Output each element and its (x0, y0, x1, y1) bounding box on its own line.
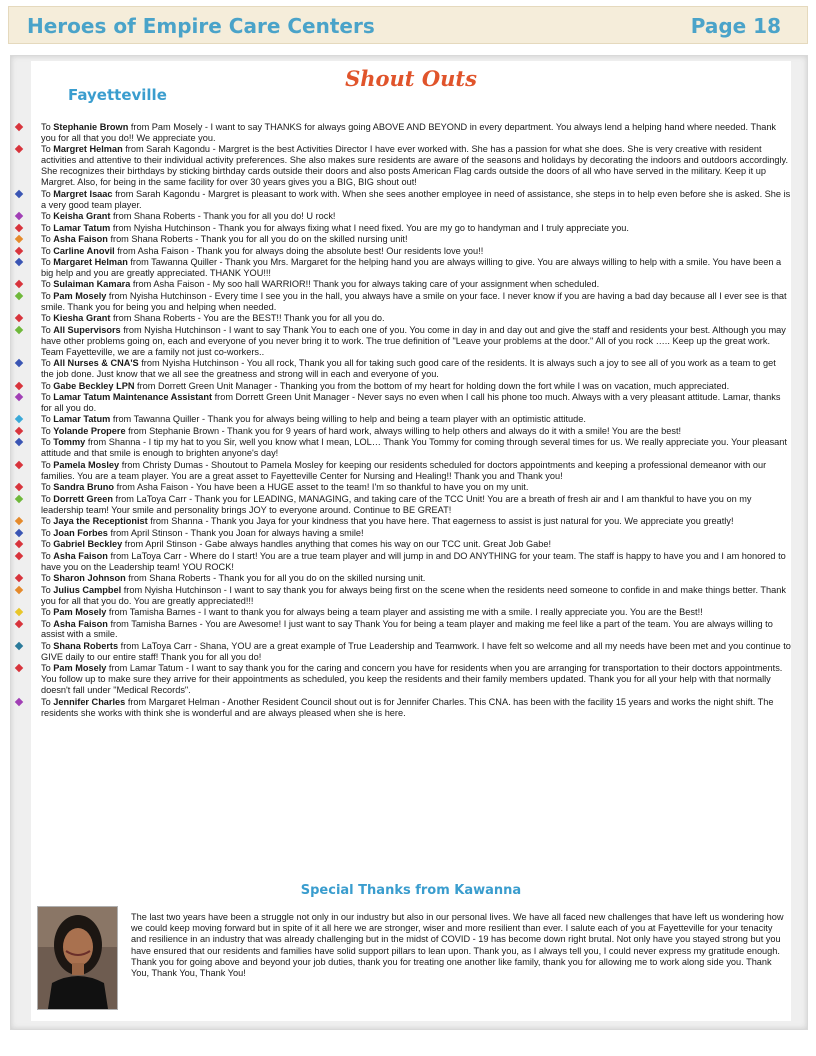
recipient-name: Joan Forbes (53, 527, 108, 538)
recipient-name: Jaya the Receptionist (53, 516, 148, 527)
shout-out-message: from April Stinson - Gabe always handles anything that comes his way on our TCC unit. Great Job Gabe! (122, 539, 552, 550)
recipient-name: Asha Faison (53, 618, 108, 629)
shout-out-message: from Tamisha Barnes - I want to thank you for always being a team player and assisting me with a smile. I really appreciate you. You are the Best!! (106, 607, 703, 617)
shout-out-item (31, 437, 791, 459)
shout-outs-title: Shout Outs (345, 66, 477, 91)
diamond-bullet-icon (15, 551, 23, 559)
recipient-name: Carline Anovil (53, 245, 115, 256)
shout-out-item (31, 211, 791, 222)
shout-out-list (31, 122, 791, 719)
shout-out-message: from Nyisha Hutchinson - You all rock, Thank you all for taking such good care of the residents. It is always such a joy to see all of you work as a team to get the job done. Just know that we all see the greatness and strong will in each and everyone of you. (41, 358, 776, 380)
shout-out-message: from Nyisha Hutchinson - I want to say Thank You to each one of you. You come in day in and day out and give the staff and residents your best. Although you may have other problems going on, each and everyone of you never bring it to work. The true definition of "Leave your problems at the door." All of you rock ….. Keep up the great work. Team Fayetteville, we are a family not just co-workers.. (41, 324, 786, 357)
recipient-name: Lamar Tatum (53, 222, 111, 233)
shout-out-prefix: To (41, 380, 54, 391)
shout-out-prefix: To (41, 493, 54, 504)
shout-out-prefix: To (41, 414, 54, 425)
recipient-name: Margret Helman (53, 144, 123, 155)
shout-out-item (31, 482, 791, 493)
shout-out-prefix: To (41, 313, 54, 324)
special-thanks-text: The last two years have been a struggle not only in our industry but also in our personal lives. We have all faced new challenges that have left us wondering how we could keep moving forward but in spite of it all here we are stronger, wiser and more resilient than ever. I salute each of you at Fayetteville for your tenacity and resilience in an industry that was already challenging but in the midst of COVID - 19 has become down right brutal. Not only have you stayed strong but you have ensured that our residents and families have solid support pillars to lean upon. Thank you, as I always tell you, I could never express my gratitude enough. Thank you for going above and beyond your job duties, thank you for treating one another like family, thank you for allowing me to work along side you. Thank You, Thank You, Thank You! (131, 912, 784, 979)
shout-out-item (31, 414, 791, 425)
shout-out-prefix: To (41, 211, 54, 222)
recipient-name: Kiesha Grant (53, 313, 111, 324)
diamond-bullet-icon (15, 574, 23, 582)
shout-out-prefix: To (41, 539, 54, 550)
shout-out-message: from Stephanie Brown - Thank you for 9 years of hard work, always willing to help others and always do it with a smile! You are the best! (125, 425, 682, 436)
diamond-bullet-icon (15, 381, 23, 389)
shout-out-message: from Pam Mosely - I want to say THANKS for always going ABOVE AND BEYOND in every department. You always lend a helping hand where needed. Thank you for all that you do!! We appreciate you. (41, 122, 777, 143)
shout-out-prefix: To (41, 437, 54, 448)
shout-out-message: from Asha Faison - My soo hall WARRIOR!! Thank you for always taking care of your assignment when scheduled. (130, 279, 600, 290)
shout-out-prefix: To (41, 516, 54, 527)
shout-out-message: from Nyisha Hutchinson - I want to say thank you for always being first on the scene when the residents need someone to confide in and make things better. Thank you for all that you do. You are greatly appreciated!!! (41, 584, 786, 606)
diamond-bullet-icon (15, 608, 23, 616)
shout-out-prefix: To (41, 527, 54, 538)
diamond-bullet-icon (15, 235, 23, 243)
shout-out-message: from Shanna - I tip my hat to you Sir, well you know what I mean, LOL… Thank You Tommy for coming through several times for us. We really appreciate you. Your pleasant attitude and that smile is enough to brighten anyone's day! (41, 437, 787, 459)
shout-out-message: from LaToya Carr - Shana, YOU are a great example of True Leadership and Teamwork. I have felt so welcome and all my needs have been met and you continue to GIVE daily to our entire staff! Thank you for all you do! (41, 640, 791, 662)
diamond-bullet-icon (15, 189, 23, 197)
shout-out-item (31, 291, 791, 313)
recipient-name: All Nurses & CNA'S (53, 358, 139, 369)
recipient-name: Asha Faison (53, 550, 108, 561)
diamond-bullet-icon (15, 393, 23, 401)
recipient-name: Julius Campbel (53, 584, 122, 595)
shout-out-prefix: To (41, 663, 54, 674)
shout-out-item (31, 460, 791, 482)
recipient-name: Dorrett Green (53, 493, 113, 504)
shout-out-prefix: To (41, 222, 54, 233)
recipient-name: Gabriel Beckley (53, 539, 123, 550)
shout-out-item (31, 641, 791, 663)
shout-out-message: from Dorrett Green Unit Manager - Thanking you from the bottom of my heart for holding down the fort while I was on vacation, much appreciated. (134, 380, 730, 391)
shout-out-prefix: To (41, 245, 54, 256)
diamond-bullet-icon (15, 359, 23, 367)
shout-out-message: from Margaret Helman - Another Resident Council shout out is for Jennifer Charles. This CNA. has been with the facility 15 years and works the night shift. The residents she works with think she is wonderful and are always pleased when she is here. (41, 696, 774, 718)
diamond-bullet-icon (15, 483, 23, 491)
shout-out-message: from Lamar Tatum - I want to say thank you for the caring and concern you have for residents when you are arranging for transportation to their doctors appointments. You follow up to make sure they arrive for their appointments as scheduled, you keep the residents and their family members updated. Thank you for all your help with that normally doesn't fall under "Medical Records". (41, 663, 783, 696)
shout-out-prefix: To (41, 122, 54, 132)
shout-out-item (31, 223, 791, 234)
shout-out-message: from Shana Roberts - Thank you for all you do on the skilled nursing unit! (107, 234, 408, 245)
recipient-name: Yolande Propere (53, 425, 126, 436)
page-number: Page 18 (690, 14, 781, 38)
recipient-name: Stephanie Brown (53, 122, 129, 132)
diamond-bullet-icon (15, 292, 23, 300)
shout-out-prefix: To (41, 696, 54, 707)
recipient-name: Sharon Johnson (53, 573, 126, 584)
shout-out-item (31, 585, 791, 607)
diamond-bullet-icon (15, 585, 23, 593)
shout-out-message: from Nyisha Hutchinson - Thank you for always fixing what I need fixed. You are my go to handyman and I truly appreciate you. (110, 222, 629, 233)
newsletter-title: Heroes of Empire Care Centers (27, 14, 375, 38)
recipient-name: Keisha Grant (53, 211, 111, 222)
recipient-name: Sandra Bruno (53, 482, 115, 493)
diamond-bullet-icon (15, 427, 23, 435)
shout-out-item (31, 619, 791, 641)
shout-out-message: from Sarah Kagondu - Margret is pleasant to work with. When she sees another employee in need of assistance, she steps in to help even before she is asked. She is a very good team player. (41, 188, 791, 210)
page-header (8, 6, 808, 44)
shout-out-prefix: To (41, 144, 54, 155)
location-heading: Fayetteville (68, 86, 167, 104)
paper-panel (10, 55, 808, 1030)
shout-out-item (31, 122, 791, 144)
diamond-bullet-icon (15, 619, 23, 627)
diamond-bullet-icon (15, 258, 23, 266)
diamond-bullet-icon (15, 517, 23, 525)
shout-out-item (31, 325, 791, 358)
recipient-name: All Supervisors (53, 324, 121, 335)
shout-out-prefix: To (41, 188, 54, 199)
shout-out-item (31, 381, 791, 392)
diamond-bullet-icon (15, 145, 23, 153)
shout-out-item (31, 551, 791, 573)
recipient-name: Pamela Mosley (53, 459, 120, 470)
recipient-name: Lamar Tatum (53, 414, 111, 425)
shout-out-prefix: To (41, 607, 54, 617)
shout-out-item (31, 392, 791, 414)
shout-out-message: from LaToya Carr - Where do I start! You are a true team player and will jump in and DO ANYTHING for your team. The staff is happy to have you and I am honored to have you on the Leadership team! YOU ROCK! (41, 550, 786, 572)
shout-out-prefix: To (41, 584, 54, 595)
shout-out-prefix: To (41, 459, 54, 470)
shout-out-item (31, 539, 791, 550)
shout-out-message: from Asha Faison - Thank you for always doing the absolute best! Our residents love you!! (114, 245, 484, 256)
shout-out-message: from LaToya Carr - Thank you for LEADING, MANAGING, and taking care of the TCC Unit! You are a breath of fresh air and I am thankful to have you on my leadership team! Your smile and personality brings JOY to everyone around. Continue to BE GREAT! (41, 493, 752, 515)
diamond-bullet-icon (15, 280, 23, 288)
shout-out-item (31, 528, 791, 539)
shout-out-prefix: To (41, 358, 54, 369)
diamond-bullet-icon (15, 528, 23, 536)
shout-out-message: from Tawanna Quiller - Thank you Mrs. Margaret for the helping hand you are always willing to give. You are always willing to help with a smile. You have been a big help and you are greatly appreciated. THANK YOU!!! (41, 257, 782, 278)
content-area (31, 61, 791, 1021)
recipient-name: Margret Isaac (53, 188, 113, 199)
diamond-bullet-icon (15, 223, 23, 231)
recipient-name: Tommy (53, 437, 86, 448)
shout-out-message: from Shana Roberts - You are the BEST!! Thank you for all you do. (110, 313, 385, 324)
shout-out-item (31, 257, 791, 279)
shout-out-prefix: To (41, 279, 54, 290)
shout-out-message: from Shana Roberts - Thank you for all you do on the skilled nursing unit. (125, 573, 426, 584)
shout-out-item (31, 663, 791, 696)
shout-out-prefix: To (41, 618, 54, 629)
diamond-bullet-icon (15, 326, 23, 334)
shout-out-prefix: To (41, 550, 54, 561)
shout-out-item (31, 279, 791, 290)
recipient-name: Margaret Helman (53, 257, 128, 268)
recipient-name: Sulaiman Kamara (53, 279, 131, 290)
recipient-name: Pam Mosely (53, 290, 107, 301)
shout-out-message: from Shanna - Thank you Jaya for your kindness that you have here. That eagerness to assist is just natural for you. We appreciate you greatly! (147, 516, 734, 527)
diamond-bullet-icon (15, 438, 23, 446)
shout-out-prefix: To (41, 324, 54, 335)
diamond-bullet-icon (15, 461, 23, 469)
recipient-name: Jennifer Charles (53, 696, 126, 707)
diamond-bullet-icon (15, 123, 23, 131)
shout-out-item (31, 516, 791, 527)
diamond-bullet-icon (15, 246, 23, 254)
shout-out-prefix: To (41, 640, 54, 651)
shout-out-message: from April Stinson - Thank you Joan for always having a smile! (107, 527, 364, 538)
shout-out-item (31, 573, 791, 584)
shout-out-item (31, 144, 791, 188)
recipient-name: Pam Mosely (53, 607, 107, 617)
shout-out-prefix: To (41, 392, 54, 403)
shout-out-item (31, 426, 791, 437)
diamond-bullet-icon (15, 540, 23, 548)
diamond-bullet-icon (15, 664, 23, 672)
diamond-bullet-icon (15, 314, 23, 322)
shout-out-message: from Nyisha Hutchinson - Every time I see you in the hall, you always have a smile on your face. I never know if you are having a bad day because all I ever see is that smile. Thank you for being you and helping when needed. (41, 290, 787, 312)
diamond-bullet-icon (15, 495, 23, 503)
shout-out-message: from Shana Roberts - Thank you for all you do! U rock! (110, 211, 336, 222)
special-thanks-title: Special Thanks from Kawanna (300, 883, 522, 898)
shout-out-item (31, 358, 791, 380)
shout-out-message: from Asha Faison - You have been a HUGE asset to the team! I'm so thankful to have you on my unit. (114, 482, 529, 493)
shout-out-message: from Tamisha Barnes - You are Awesome! I just want to say Thank You for being a team player and making me feel like a part of the team. You are always willing to assist with a smile. (41, 618, 773, 640)
recipient-name: Shana Roberts (53, 640, 119, 651)
shout-out-prefix: To (41, 234, 54, 245)
shout-out-prefix: To (41, 573, 54, 584)
diamond-bullet-icon (15, 697, 23, 705)
shout-out-message: from Christy Dumas - Shoutout to Pamela Mosley for keeping our residents scheduled for doctors appointments and keeping a professional demeanor with our families. You are a team player. You are a great asset to Fayetteville Center for Nursing and Healing!! Thank you and Thank you! (41, 459, 767, 481)
recipient-name: Lamar Tatum Maintenance Assistant (53, 392, 213, 403)
shout-out-prefix: To (41, 482, 54, 493)
shout-out-item (31, 313, 791, 324)
shout-out-item (31, 234, 791, 245)
shout-out-item (31, 494, 791, 516)
shout-out-prefix: To (41, 425, 54, 436)
shout-out-message: from Sarah Kagondu - Margret is the best Activities Director I have ever worked with. She has a passion for what she does. She is very creative with resident activities and attentive to their individual activity preferences. She also makes sure residents are aware of the seasons and holidays by decorating the indoors and outdoors accordingly. She recognizes their birthdays by sticking birthday cards outside their doors and also posts American Flag cards outside the doors of all who have served in the military. Keep it up Margret. Also, for being in the same facility for over 30 years gives you a BIG, BIG shout out! (41, 144, 788, 188)
shout-out-item (31, 697, 791, 719)
diamond-bullet-icon (15, 415, 23, 423)
recipient-name: Asha Faison (53, 234, 108, 245)
diamond-bullet-icon (15, 642, 23, 650)
shout-out-item (31, 607, 791, 618)
recipient-name: Gabe Beckley LPN (53, 380, 135, 391)
recipient-name: Pam Mosely (53, 663, 107, 674)
diamond-bullet-icon (15, 212, 23, 220)
shout-out-message: from Tawanna Quiller - Thank you for always being willing to help and being a team player with an optimistic attitude. (110, 414, 586, 425)
shout-out-item (31, 246, 791, 257)
shout-out-item (31, 189, 791, 211)
kawanna-photo (37, 906, 118, 1010)
shout-out-prefix: To (41, 290, 54, 301)
shout-out-prefix: To (41, 257, 54, 268)
shout-out-message: from Dorrett Green Unit Manager - Never says no even when I call his phone too much. Always with a very pleasant attitude. Lamar, thanks for all you do. (41, 392, 781, 413)
